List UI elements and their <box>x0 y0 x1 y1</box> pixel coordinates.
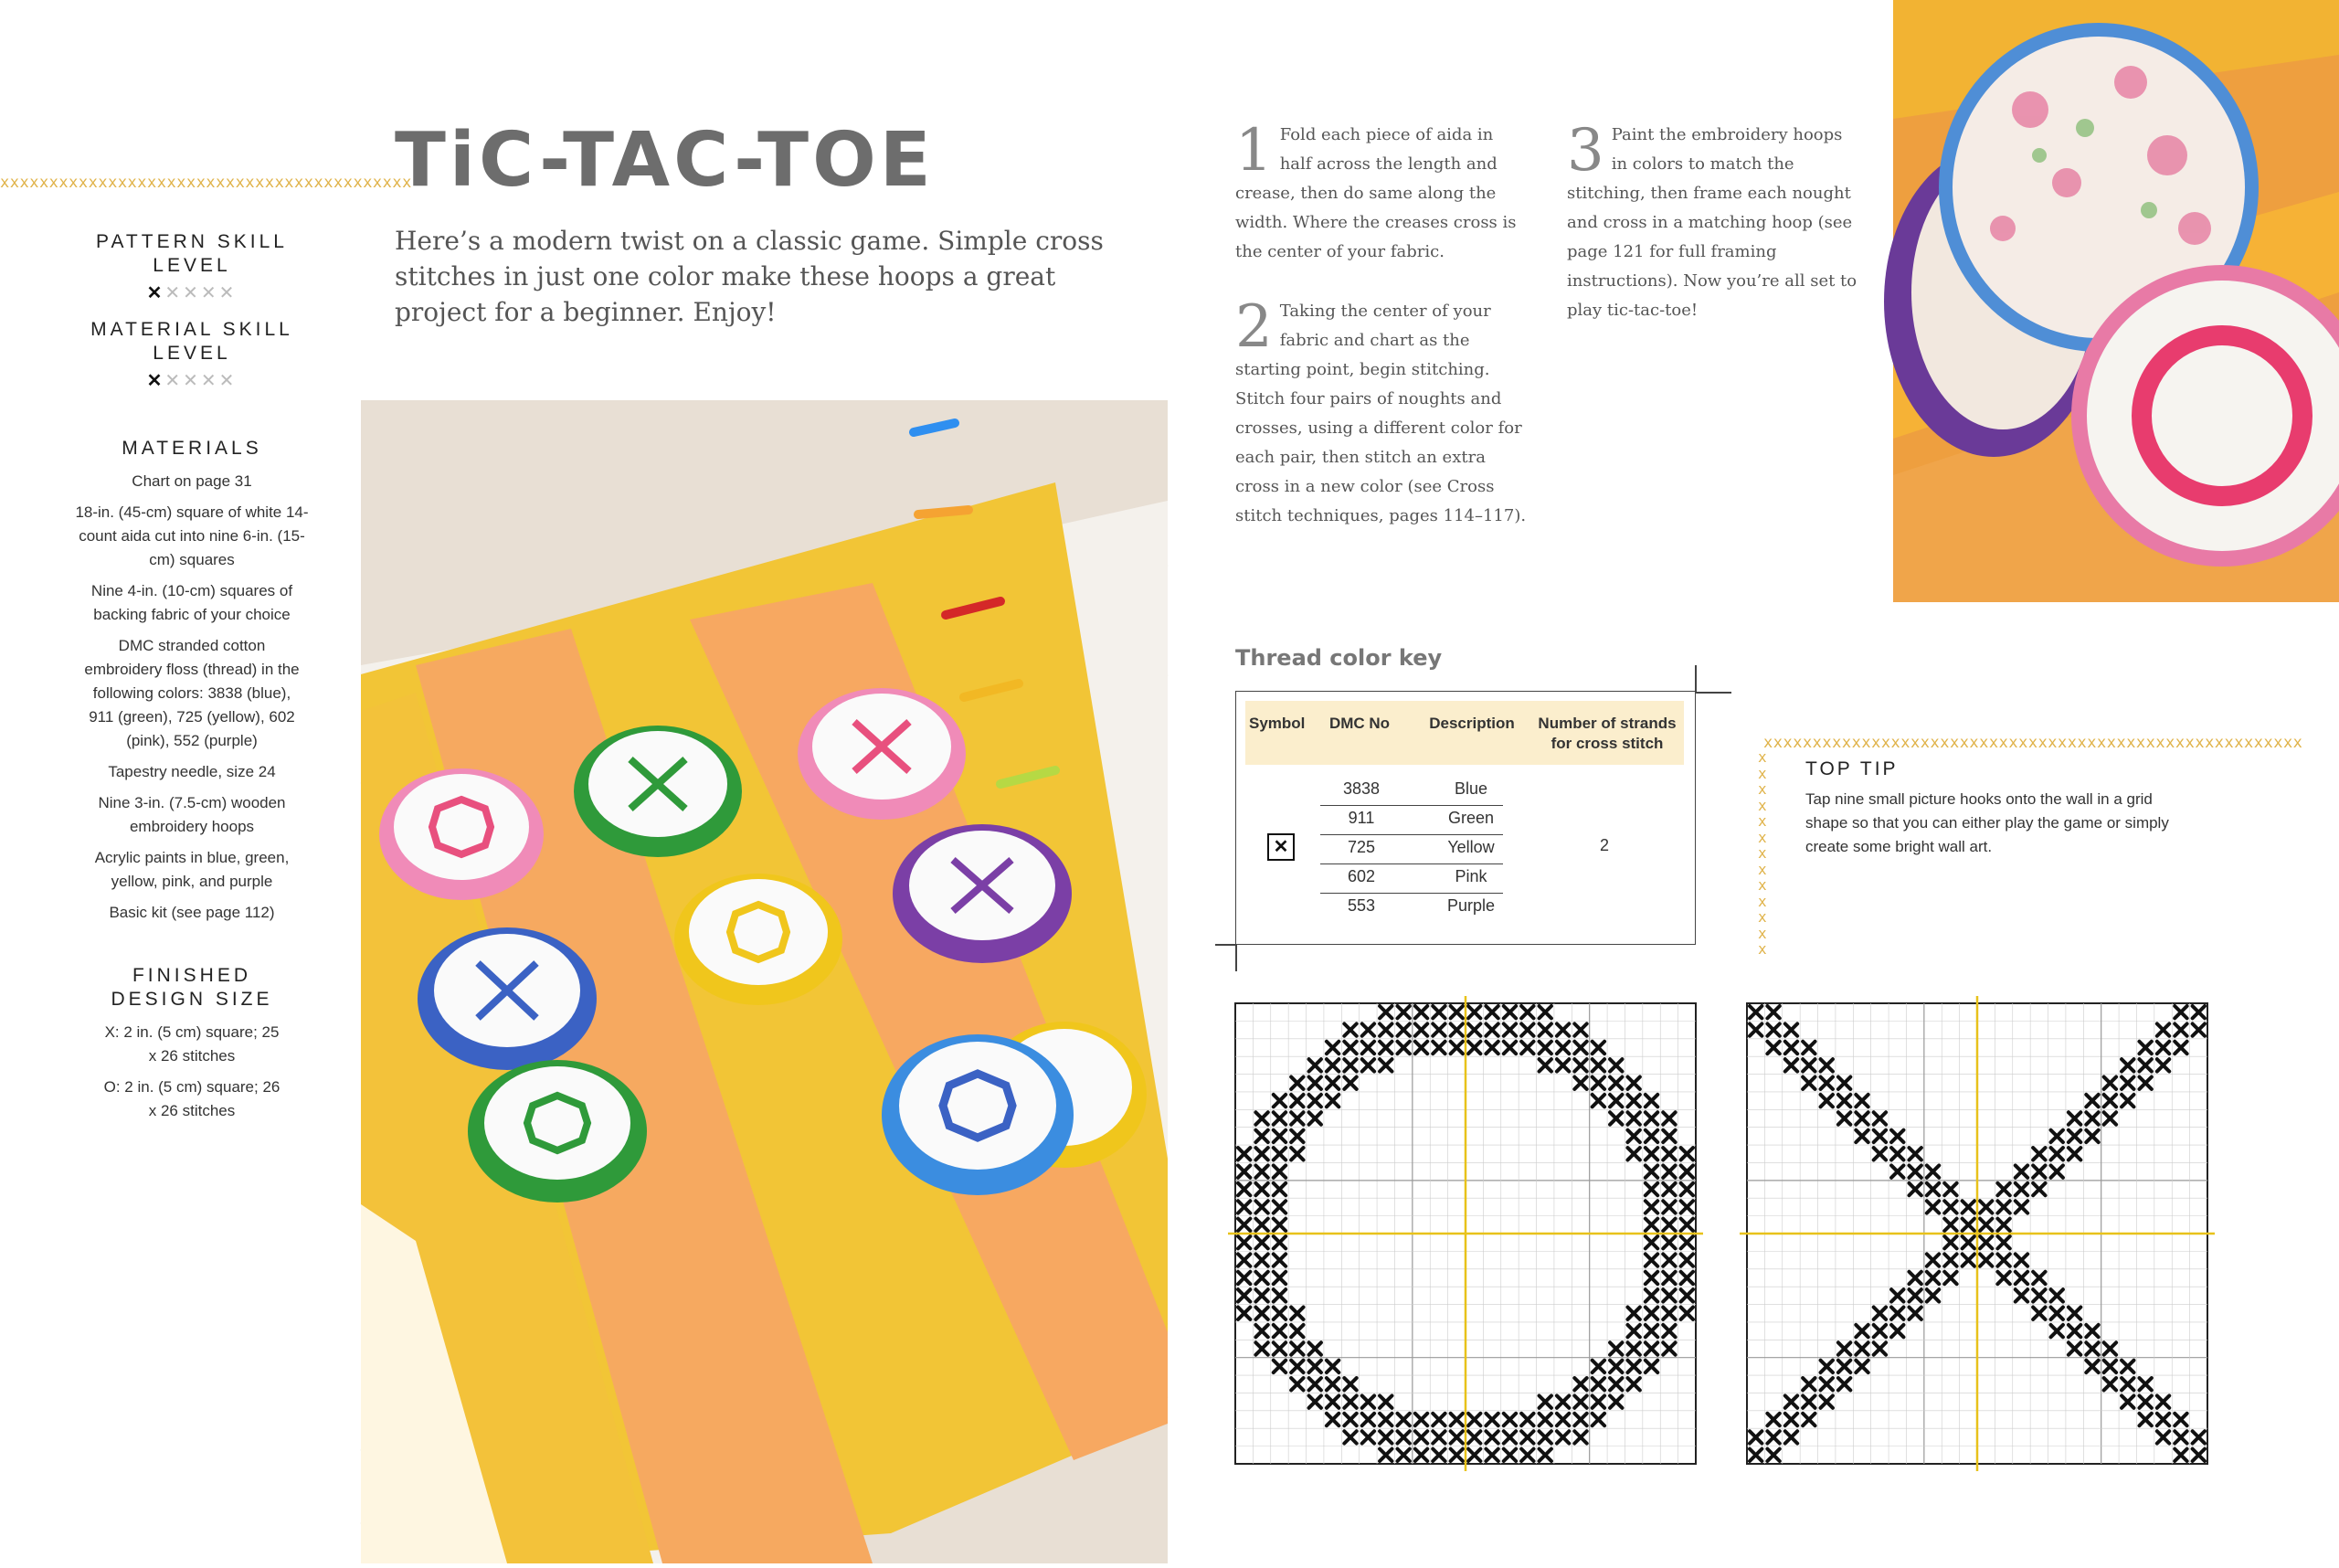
table-row <box>1320 776 1503 806</box>
material-skill-rating: ✕✕✕✕✕ <box>146 371 238 391</box>
nought-chart <box>1235 1003 1696 1464</box>
material-item: Chart on page 31 <box>132 472 252 490</box>
color-description: Yellow <box>1447 838 1495 856</box>
step-number: 3 <box>1567 117 1604 185</box>
table-row <box>1320 805 1503 835</box>
key-frame-line <box>1235 944 1237 971</box>
color-description: Green <box>1447 809 1495 827</box>
material-item: DMC stranded cotton embroidery floss (thread) in the following colors: 3838 (blue), 911 (green), 725 (yellow), 602 (pink), 552 (purple) <box>84 637 300 749</box>
pattern-skill-heading: PATTERN SKILL LEVEL <box>96 231 288 276</box>
finished-size-x: X: 2 in. (5 cm) square; 25 x 26 stitches <box>104 1023 280 1065</box>
step-number: 1 <box>1235 117 1273 185</box>
step-3 <box>1567 117 1859 325</box>
pattern-skill-rating: ✕✕✕✕✕ <box>146 283 238 303</box>
key-frame-line <box>1695 665 1697 693</box>
photo-illustration <box>1893 0 2339 602</box>
header-description: Description <box>1429 715 1515 732</box>
material-item: Basic kit (see page 112) <box>109 904 275 921</box>
intro-paragraph: Here’s a modern twist on a classic game. Simple cross stitches in just one color make these hoops a great project for a beginner. Enjoy! <box>395 226 1104 327</box>
cross-stitch-symbol: ✕ <box>1267 833 1295 861</box>
material-item: 18-in. (45-cm) square of white 14-count aida cut into nine 6-in. (15-cm) squares <box>75 503 309 568</box>
step-1 <box>1235 117 1528 267</box>
photo-illustration <box>361 400 1168 1563</box>
color-description: Pink <box>1455 867 1487 885</box>
header-dmc: DMC No <box>1328 715 1391 732</box>
material-skill-block <box>55 318 329 393</box>
cross-chart <box>1747 1003 2207 1464</box>
color-description: Blue <box>1454 779 1488 798</box>
material-item: Nine 4-in. (10-cm) squares of backing fabric of your choice <box>90 582 293 623</box>
decorative-stitch-border: xxxxxxxxxxxxxxxxxxxxxxxxxxxxxxxxxxxxxxxxxx <box>0 174 412 192</box>
step-text: Paint the embroidery hoops in colors to match the stitching, then frame each nought and cross in a matching hoop (see page 121 for full framing instructions). Now you’re all set to play tic-tac-toe! <box>1567 125 1857 320</box>
thread-key-title: Thread color key <box>1235 645 1443 671</box>
step-text: Taking the center of your fabric and chart as the starting point, begin stitching. Stitch four pairs of noughts and crosses, using a different color for each pair, then stitch an extra cross in a new color (see Cross stitch techniques, pages 114–117). <box>1235 302 1527 525</box>
strands-count: 2 <box>1599 836 1609 854</box>
table-row <box>1320 893 1503 922</box>
material-item: Acrylic paints in blue, green, yellow, pink, and purple <box>94 849 290 890</box>
materials-block <box>55 437 329 932</box>
finished-size-heading: FINISHED DESIGN SIZE <box>111 965 273 1010</box>
key-frame-line <box>1695 692 1731 694</box>
dmc-number: 3838 <box>1342 779 1381 798</box>
key-frame-line <box>1215 944 1237 946</box>
dmc-number: 602 <box>1347 867 1376 885</box>
tip-stitch-border-vertical: xxxxxxxxxxxxx <box>1758 748 1767 958</box>
pattern-skill-block <box>55 230 329 305</box>
table-header <box>1245 701 1684 765</box>
finished-size-o: O: 2 in. (5 cm) square; 26 x 26 stitches <box>103 1078 280 1119</box>
hoops-closeup-photo <box>1893 0 2339 602</box>
cross-chart-grid <box>1747 1003 2207 1464</box>
dmc-number: 553 <box>1347 896 1376 915</box>
nought-chart-grid <box>1235 1003 1696 1464</box>
header-strands: Number of strands for cross stitch <box>1538 715 1677 752</box>
material-skill-heading: MATERIAL SKILL LEVEL <box>90 319 293 364</box>
dmc-number: 911 <box>1348 809 1375 827</box>
thread-color-key-table <box>1235 691 1696 945</box>
table-row <box>1320 834 1503 864</box>
page-title: TiC-TAC-TOE <box>395 117 935 204</box>
top-tip-title: TOP TIP <box>1805 758 1899 779</box>
tip-stitch-border: xxxxxxxxxxxxxxxxxxxxxxxxxxxxxxxxxxxxxxxxxxxxxxxxxxxxxxx <box>1763 734 2303 752</box>
header-symbol: Symbol <box>1249 715 1306 732</box>
color-description: Purple <box>1446 896 1496 915</box>
finished-size-block <box>55 964 329 1130</box>
top-tip-text: Tap nine small picture hooks onto the wall in a grid shape so that you can either play the game or simply create some bright wall art. <box>1805 790 2169 855</box>
step-text: Fold each piece of aida in half across the length and crease, then do same along the width. Where the creases cross is the center of your fabric. <box>1235 125 1517 261</box>
tic-tac-toe-photo <box>361 400 1168 1563</box>
dmc-number: 725 <box>1347 838 1376 856</box>
table-row <box>1320 863 1503 894</box>
step-number: 2 <box>1235 293 1273 361</box>
materials-heading: MATERIALS <box>122 438 262 459</box>
material-item: Nine 3-in. (7.5-cm) wooden embroidery hoops <box>98 794 286 835</box>
step-2 <box>1235 293 1528 531</box>
material-item: Tapestry needle, size 24 <box>108 763 276 780</box>
